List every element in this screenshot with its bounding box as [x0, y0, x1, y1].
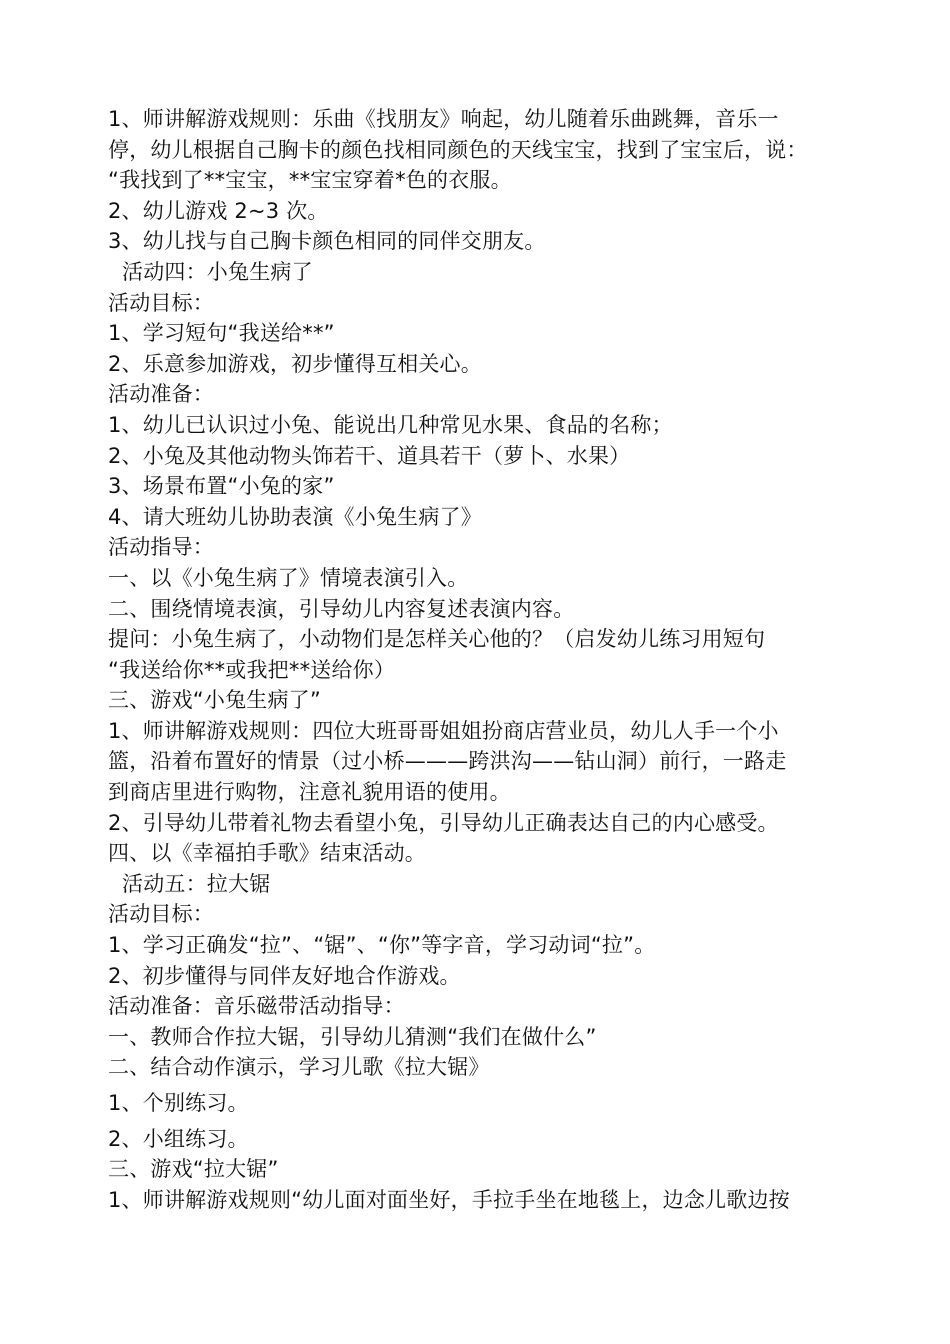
text-line-22: 篮，沿着布置好的情景（过小桥———跨洪沟——钻山洞）前行，一路走 — [108, 749, 787, 774]
text-line-17: 二、围绕情境表演，引导幼儿内容复述表演内容。 — [108, 596, 575, 621]
text-line-14: 4、请大班幼儿协助表演《小兔生病了》 — [108, 504, 482, 529]
text-line-21: 1、师讲解游戏规则：四位大班哥哥姐姐扮商店营业员，幼儿人手一个小 — [108, 718, 779, 743]
text-line-30: 活动准备：音乐磁带活动指导： — [108, 994, 405, 1019]
text-line-35: 三、游戏“拉大锯” — [108, 1157, 279, 1182]
text-line-19: “我送给你**或我把**送给你） — [108, 657, 396, 682]
text-line-32: 二、结合动作演示，学习儿歌《拉大锯》 — [108, 1055, 490, 1080]
document-body — [108, 104, 868, 1215]
text-line-25: 四、以《幸福拍手歌》结束活动。 — [108, 841, 426, 866]
text-line-7: 活动目标： — [108, 290, 214, 315]
text-line-27: 活动目标： — [108, 902, 214, 927]
text-line-31: 一、教师合作拉大锯，引导幼儿猜测“我们在做什么” — [108, 1024, 597, 1049]
text-line-34: 2、小组练习。 — [108, 1126, 249, 1151]
text-line-5: 3、幼儿找与自己胸卡颜色相同的同伴交朋友。 — [108, 229, 546, 254]
text-line-29: 2、初步懂得与同伴友好地合作游戏。 — [108, 963, 461, 988]
text-line-28: 1、学习正确发“拉”、“锯”、“你”等字音，学习动词“拉”。 — [108, 933, 656, 958]
text-line-20: 三、游戏“小兔生病了” — [108, 688, 321, 713]
section-heading-activity-4: 活动四：小兔生病了 — [122, 259, 313, 284]
text-line-15: 活动指导： — [108, 535, 214, 560]
text-line-1: 1、师讲解游戏规则：乐曲《找朋友》响起，幼儿随着乐曲跳舞，音乐一 — [108, 107, 779, 131]
text-line-16: 一、以《小兔生病了》情境表演引入。 — [108, 565, 469, 590]
text-line-11: 1、幼儿已认识过小兔、能说出几种常见水果、食品的名称； — [108, 412, 673, 437]
text-line-4: 2、幼儿游戏 2~3 次。 — [108, 198, 329, 223]
text-line-8: 1、学习短句“我送给**” — [108, 321, 335, 346]
text-line-13: 3、场景布置“小兔的家” — [108, 474, 335, 499]
text-line-33: 1、个别练习。 — [108, 1091, 249, 1115]
text-line-3: “我找到了**宝宝，**宝宝穿着*色的衣服。 — [108, 168, 512, 193]
text-line-18: 提问：小兔生病了，小动物们是怎样关心他的？（启发幼儿练习用短句 — [108, 627, 766, 652]
text-line-12: 2、小兔及其他动物头饰若干、道具若干（萝卜、水果） — [108, 443, 631, 468]
text-line-36: 1、师讲解游戏规则“幼儿面对面坐好，手拉手坐在地毯上，边念儿歌边按 — [108, 1187, 790, 1212]
text-line-24: 2、引导幼儿带着礼物去看望小兔，引导幼儿正确表达自己的内心感受。 — [108, 810, 779, 835]
text-line-23: 到商店里进行购物，注意礼貌用语的使用。 — [108, 780, 511, 805]
text-line-9: 2、乐意参加游戏，初步懂得互相关心。 — [108, 351, 482, 376]
text-line-2: 停，幼儿根据自己胸卡的颜色找相同颜色的天线宝宝，找到了宝宝后，说： — [108, 137, 808, 162]
section-heading-activity-5: 活动五：拉大锯 — [122, 871, 271, 896]
text-line-10: 活动准备： — [108, 382, 214, 407]
